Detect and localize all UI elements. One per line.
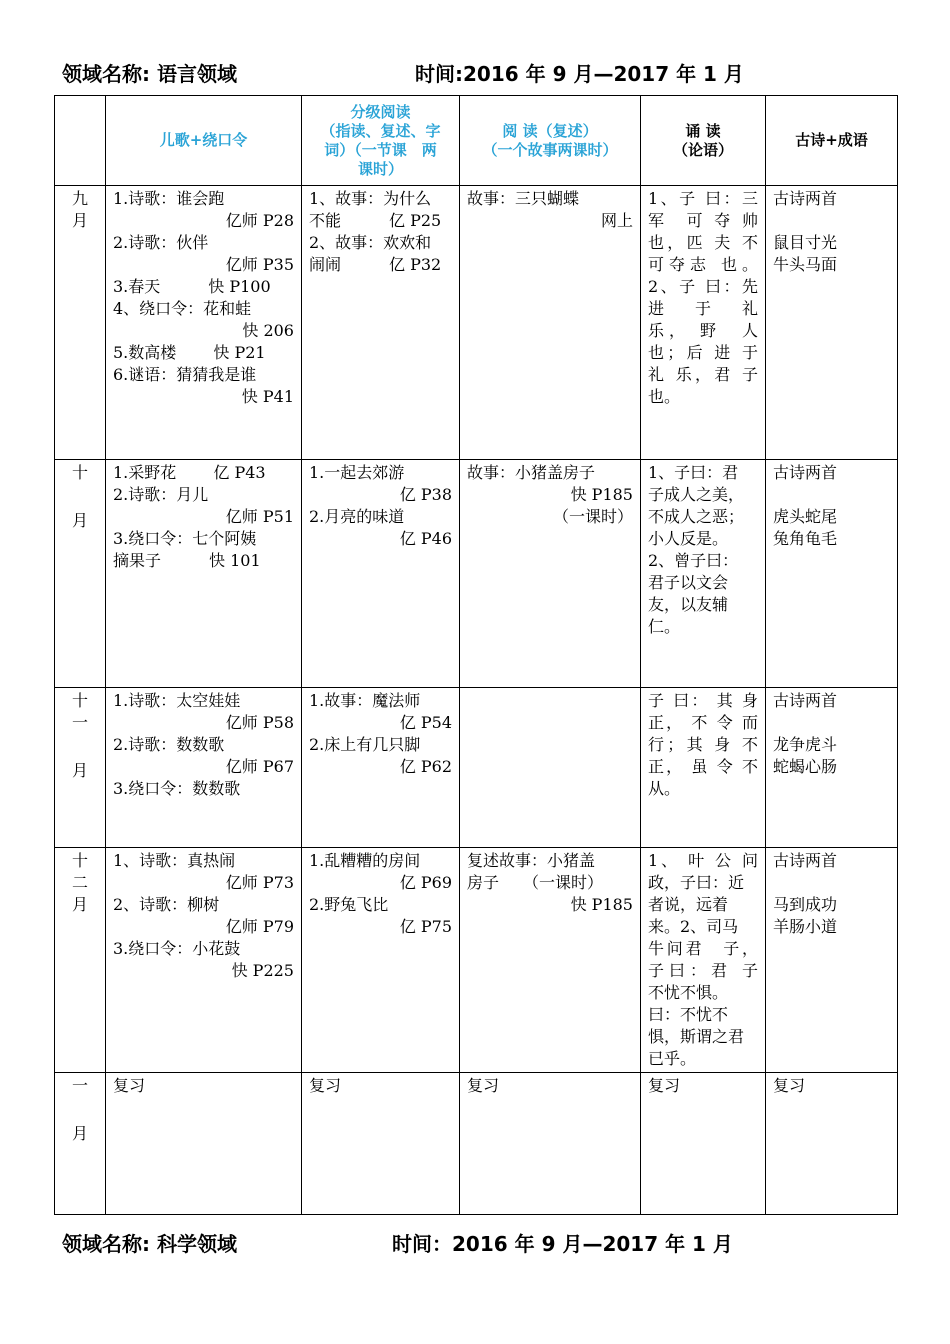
- cell-line: 亿 P69: [399, 873, 452, 892]
- cell-line: 也；后 进 于: [648, 343, 758, 362]
- month-char: [62, 484, 98, 510]
- cell-line: 牛头马面: [773, 255, 838, 274]
- cell-line: 亿师 P73: [225, 873, 294, 892]
- cell-line: 房子 （一课时）: [467, 873, 604, 892]
- story-reading-cell: [460, 460, 641, 688]
- cell-line: [773, 210, 890, 232]
- cell-line: 2.诗歌：伙伴: [113, 233, 209, 252]
- cell-line: 2.床上有几只脚: [309, 735, 421, 754]
- poems-idioms-cell: [766, 848, 898, 1073]
- cell-line: 羊肠小道: [773, 917, 838, 936]
- cell-line: 已乎。: [648, 1049, 697, 1068]
- cell-line: 亿 P46: [399, 529, 452, 548]
- col-header-poems-idioms: [766, 96, 898, 186]
- header-line: 诵 读: [685, 121, 721, 140]
- poems-idioms-cell: [766, 186, 898, 460]
- col-header-story-reading: [460, 96, 641, 186]
- header-line: 阅 读（复述）: [502, 121, 598, 140]
- nursery-rhymes-cell: [106, 688, 302, 848]
- cell-line: 虎头蛇尾: [773, 507, 838, 526]
- cell-line: 亿 P75: [399, 917, 452, 936]
- graded-reading-cell: [302, 186, 460, 460]
- poems-idioms-cell: [766, 1073, 898, 1215]
- cell-line: 2.野兔飞比: [309, 895, 389, 914]
- cell-line: 古诗两首: [773, 189, 838, 208]
- cell-line: [773, 872, 890, 894]
- cell-line: [773, 712, 890, 734]
- cell-line: 亿师 P58: [225, 713, 294, 732]
- header-line: 词）（一节课 两: [324, 140, 437, 159]
- cell-line: 2、曾子曰：: [648, 551, 739, 570]
- month-char: 月: [71, 211, 88, 230]
- cell-line: 不忧不惧。: [648, 983, 729, 1002]
- month-char: 月: [71, 1124, 88, 1143]
- cell-line: 者说，远着: [648, 895, 729, 914]
- nursery-rhymes-cell: [106, 1073, 302, 1215]
- cell-line: 亿师 P67: [225, 757, 294, 776]
- cell-line: 古诗两首: [773, 851, 838, 870]
- cell-line: 快 P225: [231, 961, 294, 980]
- cell-line: 亿师 P28: [225, 211, 294, 230]
- cell-line: 仁。: [648, 617, 681, 636]
- cell-line: 快 P41: [241, 387, 294, 406]
- cell-line: 闹闹 亿 P32: [309, 255, 442, 274]
- cell-line: 来。2、司马: [648, 917, 739, 936]
- time-range: 时间:2016 年 9 月—2017 年 1 月: [415, 62, 744, 86]
- cell-line: 6.谜语：猜猜我是谁: [113, 365, 257, 384]
- month-char: 十: [71, 851, 88, 870]
- cell-line: 2、诗歌：柳树: [113, 895, 220, 914]
- poems-idioms-cell: [766, 688, 898, 848]
- cell-line: 古诗两首: [773, 463, 838, 482]
- cell-line: 4、绕口令：花和蛙: [113, 299, 252, 318]
- cell-line: 进 于 礼: [648, 299, 758, 318]
- cell-line: 2.诗歌：数数歌: [113, 735, 225, 754]
- story-reading-cell: [460, 688, 641, 848]
- col-header-graded-reading: [302, 96, 460, 186]
- month-char: 十: [71, 691, 88, 710]
- cell-line: 礼 乐，君 子: [648, 365, 758, 384]
- month-char: [62, 1097, 98, 1123]
- analects-cell: [641, 186, 766, 460]
- cell-line: 1、故事：为什么: [309, 189, 432, 208]
- story-reading-cell: [460, 848, 641, 1073]
- cell-line: 摘果子 快 101: [113, 551, 261, 570]
- poems-idioms-cell: [766, 460, 898, 688]
- cell-line: 故事：小猪盖房子: [467, 463, 596, 482]
- nursery-rhymes-cell: [106, 460, 302, 688]
- cell-line: 2、子 曰：先: [648, 277, 758, 296]
- cell-line: [773, 484, 890, 506]
- cell-line: 小人反是。: [648, 529, 729, 548]
- month-label: [55, 460, 106, 688]
- month-char: 月: [71, 511, 88, 530]
- cell-line: 1.一起去郊游: [309, 463, 405, 482]
- col-header-nursery-rhymes: [106, 96, 302, 186]
- month-label: [55, 1073, 106, 1215]
- cell-line: 牛问君 子，: [648, 939, 758, 958]
- month-row: [55, 460, 898, 688]
- cell-line: 1.诗歌：太空娃娃: [113, 691, 241, 710]
- cell-line: 子曰：君 子: [648, 961, 758, 980]
- cell-line: 网上: [600, 211, 633, 230]
- cell-line: （一课时）: [552, 507, 633, 526]
- cell-line: 马到成功: [773, 895, 838, 914]
- cell-line: 正， 不 令 而: [648, 713, 758, 732]
- cell-line: 曰：不忧不: [648, 1005, 729, 1024]
- cell-line: 蛇蝎心肠: [773, 757, 838, 776]
- graded-reading-cell: [302, 688, 460, 848]
- month-row: [55, 848, 898, 1073]
- cell-line: 2.诗歌：月儿: [113, 485, 209, 504]
- col-header-analects: [641, 96, 766, 186]
- month-char: 一: [71, 1076, 88, 1095]
- cell-line: 友，以友辅: [648, 595, 729, 614]
- month-char: 十: [71, 463, 88, 482]
- month-row: [55, 688, 898, 848]
- cell-line: 1、子 曰：三: [648, 189, 758, 208]
- cell-line: 军 可 夺 帅: [648, 211, 758, 230]
- cell-line: 亿 P62: [399, 757, 452, 776]
- cell-line: 复习: [113, 1076, 146, 1095]
- story-reading-cell: [460, 1073, 641, 1215]
- cell-line: 快 P185: [570, 895, 633, 914]
- cell-line: 1、诗歌：真热闹: [113, 851, 236, 870]
- cell-line: 正， 虽 令 不: [648, 757, 758, 776]
- domain-title: 领域名称: 语言领域: [62, 62, 237, 86]
- graded-reading-cell: [302, 1073, 460, 1215]
- cell-line: 从。: [648, 779, 681, 798]
- story-reading-cell: [460, 186, 641, 460]
- cell-line: 3.绕口令：小花鼓: [113, 939, 241, 958]
- month-char: 月: [71, 895, 88, 914]
- cell-line: 不成人之恶；: [648, 507, 745, 526]
- cell-line: 2、故事：欢欢和: [309, 233, 432, 252]
- graded-reading-cell: [302, 460, 460, 688]
- cell-line: 复述故事：小猪盖: [467, 851, 596, 870]
- header-line: 古诗+成语: [795, 131, 868, 149]
- cell-line: 也。: [648, 387, 681, 406]
- month-label: [55, 848, 106, 1073]
- analects-cell: [641, 1073, 766, 1215]
- cell-line: 1、子曰：君: [648, 463, 739, 482]
- cell-line: 复习: [648, 1076, 681, 1095]
- header-line: （论语）: [672, 140, 733, 159]
- cell-line: 龙争虎斗: [773, 735, 838, 754]
- cell-line: 复习: [309, 1076, 342, 1095]
- cell-line: 鼠目寸光: [773, 233, 838, 252]
- month-char: [62, 734, 98, 760]
- cell-line: 5.数高楼 快 P21: [113, 343, 266, 362]
- cell-line: 3.绕口令：七个阿姨: [113, 529, 257, 548]
- month-row: [55, 1073, 898, 1215]
- cell-line: 子 曰： 其 身: [648, 691, 758, 710]
- cell-line: 不能 亿 P25: [309, 211, 442, 230]
- header-row: [55, 96, 898, 186]
- header-line: 分级阅读: [350, 102, 411, 121]
- cell-line: 1.乱糟糟的房间: [309, 851, 421, 870]
- graded-reading-cell: [302, 848, 460, 1073]
- cell-line: 复习: [773, 1076, 806, 1095]
- cell-line: 3.春天 快 P100: [113, 277, 271, 296]
- cell-line: 可夺志 也。: [648, 255, 758, 274]
- cell-line: 乐， 野 人: [648, 321, 758, 340]
- cell-line: 亿师 P51: [225, 507, 294, 526]
- corner-cell: [55, 96, 106, 186]
- cell-line: 政，子曰：近: [648, 873, 745, 892]
- header-line: 儿歌+绕口令: [159, 131, 248, 149]
- analects-cell: [641, 688, 766, 848]
- cell-line: 兔角龟毛: [773, 529, 838, 548]
- month-char: 二: [71, 873, 88, 892]
- header-line: （一个故事两课时）: [482, 140, 618, 159]
- nursery-rhymes-cell: [106, 848, 302, 1073]
- cell-line: 故事：三只蝴蝶: [467, 189, 580, 208]
- cell-line: 1.故事：魔法师: [309, 691, 421, 710]
- header-line: （指读、复述、字: [320, 121, 441, 140]
- time-range-2: 时间：2016 年 9 月—2017 年 1 月: [392, 1232, 733, 1256]
- cell-line: 亿师 P79: [225, 917, 294, 936]
- cell-line: 子成人之美，: [648, 485, 745, 504]
- curriculum-table: [54, 95, 898, 1215]
- cell-line: 君子以文会: [648, 573, 729, 592]
- header-line: 课时）: [357, 159, 403, 178]
- cell-line: 快 P185: [570, 485, 633, 504]
- cell-line: 亿 P38: [399, 485, 452, 504]
- cell-line: 古诗两首: [773, 691, 838, 710]
- cell-line: 亿师 P35: [225, 255, 294, 274]
- nursery-rhymes-cell: [106, 186, 302, 460]
- cell-line: 行；其 身 不: [648, 735, 758, 754]
- month-char: 一: [71, 713, 88, 732]
- cell-line: 快 206: [242, 321, 294, 340]
- cell-line: 惧，斯谓之君: [648, 1027, 745, 1046]
- cell-line: 复习: [467, 1076, 500, 1095]
- month-char: 月: [71, 761, 88, 780]
- cell-line: 1.采野花 亿 P43: [113, 463, 266, 482]
- analects-cell: [641, 848, 766, 1073]
- cell-line: 2.月亮的味道: [309, 507, 405, 526]
- cell-line: 亿 P54: [399, 713, 452, 732]
- month-label: [55, 688, 106, 848]
- cell-line: 也，匹 夫 不: [648, 233, 758, 252]
- month-label: [55, 186, 106, 460]
- domain-title-2: 领域名称: 科学领域: [62, 1232, 237, 1256]
- month-char: 九: [71, 189, 88, 208]
- cell-line: 1.诗歌：谁会跑: [113, 189, 225, 208]
- cell-line: 1、 叶 公 问: [648, 851, 758, 870]
- month-row: [55, 186, 898, 460]
- cell-line: 3.绕口令：数数歌: [113, 779, 241, 798]
- analects-cell: [641, 460, 766, 688]
